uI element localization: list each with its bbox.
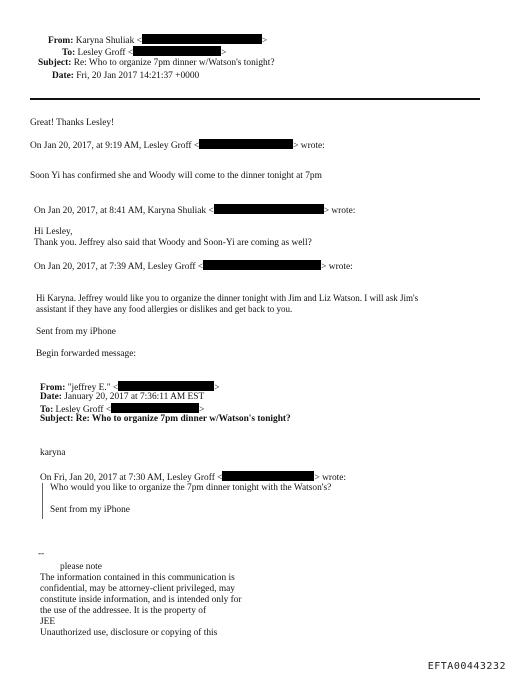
sig-note7: Unauthorized use, disclosure or copying of this: [40, 628, 218, 638]
redaction: [118, 381, 214, 391]
sig-note4: constitute inside information, and is intended only for: [40, 595, 242, 605]
quote-bar: [42, 483, 43, 519]
fwd-to: To: Lesley Groff < >: [40, 405, 205, 415]
header-divider: [30, 98, 480, 100]
fwd-inner-header: On Fri, Jan 20, 2017 at 7:30 AM, Lesley Groff < > wrote:: [40, 473, 347, 483]
sig-note1: please note: [60, 562, 102, 572]
header-date-label: Date:: [52, 71, 74, 81]
sig-note6: JEE: [40, 617, 56, 627]
quote3-para-line2: assistant if they have any food allergies or dislikes and get back to you.: [36, 304, 293, 314]
header-to-value: Lesley Groff <: [77, 48, 134, 58]
sig-note3: confidential, may be attorney-client privileged, may: [40, 584, 235, 594]
sig-note2: The information contained in this communication is: [40, 573, 235, 583]
header-from-label: From:: [48, 36, 74, 46]
fwd-subject: Subject: Re: Who to organize 7pm dinner w/Watson's tonight?: [40, 414, 291, 424]
redaction: [111, 403, 199, 413]
header-from-value: Karyna Shuliak <: [75, 36, 142, 46]
document-id: EFTA00443232: [427, 661, 506, 672]
sent-from-iphone: Sent from my iPhone: [36, 327, 116, 337]
redaction: [133, 46, 221, 56]
redaction: [214, 204, 324, 214]
redaction: [203, 260, 321, 270]
redaction: [199, 139, 293, 149]
fwd-inner-line1: Who would you like to organize the 7pm dinner tonight with the Watson's?: [50, 483, 332, 493]
redaction: [222, 471, 314, 481]
header-to-label: To:: [62, 48, 76, 58]
fwd-date: Date: January 20, 2017 at 7:36:11 AM EST: [40, 392, 205, 402]
quote2-header: On Jan 20, 2017, at 8:41 AM, Karyna Shuliak < > wrote:: [34, 206, 356, 216]
fwd-inner-sent: Sent from my iPhone: [50, 505, 130, 515]
redaction: [142, 34, 262, 44]
quote3-header: On Jan 20, 2017, at 7:39 AM, Lesley Groff < > wrote:: [34, 262, 353, 272]
header-date-value: Fri, 20 Jan 2017 14:21:37 +0000: [76, 71, 200, 81]
header-subject-label: Subject:: [38, 58, 72, 68]
quote3-para-line1: Hi Karyna. Jeffrey would like you to organize the dinner tonight with Jim and Liz Watson. I will ask Jim's: [36, 293, 419, 303]
header-date: [52, 71, 199, 82]
header-to: To: Lesley Groff < >: [62, 48, 227, 58]
begin-forwarded: Begin forwarded message:: [36, 349, 136, 359]
quote2-line1: Hi Lesley,: [34, 227, 73, 237]
sig-dashes: --: [38, 549, 45, 559]
header-subject: [38, 58, 275, 69]
header-subject-value: Re: Who to organize 7pm dinner w/Watson's tonight?: [73, 58, 275, 68]
quote1-text: Soon Yi has confirmed she and Woody will come to the dinner tonight at 7pm: [30, 171, 322, 181]
quote1-header: On Jan 20, 2017, at 9:19 AM, Lesley Groff < > wrote:: [30, 141, 325, 151]
fwd-reply: karyna: [40, 448, 66, 458]
quote2-line2: Thank you. Jeffrey also said that Woody and Soon-Yi are coming as well?: [34, 238, 312, 248]
reply-text: Great! Thanks Lesley!: [30, 118, 115, 128]
fwd-from: From: "jeffrey E." < >: [40, 383, 220, 393]
sig-note5: the use of the addressee. It is the property of: [40, 606, 207, 616]
header-from: From: Karyna Shuliak < >: [48, 36, 268, 46]
